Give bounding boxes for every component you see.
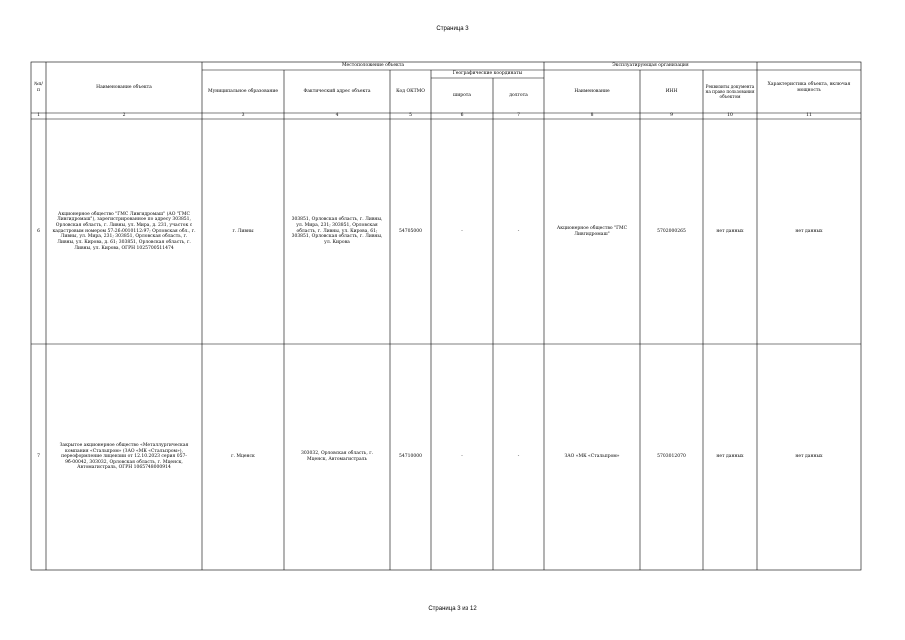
col-number: 10 [727, 113, 733, 119]
col-number: 4 [335, 113, 339, 119]
header-operator-group: Эксплуатирующая организация [612, 63, 689, 69]
col-number: 8 [590, 113, 594, 119]
col-number: 6 [460, 113, 464, 119]
row-name: Акционерное общество "ГМС Ливгидромаш" (АО "ГМС Ливгидромаш"), зарегистрированное по адресу 303851, Орловская область, г. Ливны, ул. Мира, д. 231, участок с кадастровым номером 57:26:0010112:97; Орловская обл., г. Ливны, ул. Мира, 231; 303851, Орловская область, г. Ливны, ул. Кирова, д. 61; 303851, Орловская область, г. Ливны, ул. Кирова, ОГРН 1025700511474 [52, 211, 196, 251]
col-number: 11 [806, 113, 812, 119]
row-lat: - [461, 454, 463, 460]
row-inn: 5702000265 [657, 228, 686, 234]
header-characteristics: Характеристика объекта, включая мощность [767, 81, 851, 93]
header-num: №п/п [34, 81, 43, 93]
row-lat: - [461, 228, 463, 234]
row-characteristics: нет данных [795, 454, 823, 460]
col-number: 7 [517, 113, 520, 119]
row-op-name: Акционерное общество "ГМС Ливгидромаш" [556, 225, 628, 237]
col-number: 9 [670, 113, 673, 119]
row-num: 6 [37, 228, 40, 234]
row-characteristics: нет данных [795, 228, 823, 234]
header-address: Фактический адрес объекта [303, 88, 371, 94]
row-name: Закрытое акционерное общество «Металлургическая компания «Стальпром» (ЗАО «МК «Стальпром»), переоформление лицензии от 12.10.2023 серия 057-9б-00042, 303032, Орловская область, г. Мценск, Автомагистраль, ОГРН 1065748000914 [59, 442, 189, 471]
row-municipality: г. Мценск [231, 454, 255, 460]
row-lon: - [517, 228, 520, 234]
header-geo-group: Географические координаты [452, 71, 523, 77]
header-docs: Реквизиты документа на право пользования объектом [705, 83, 755, 100]
row-address: 303032, Орловская область, г. Мценск, Автомагистраль [300, 451, 374, 462]
row-docs: нет данных [716, 454, 744, 460]
col-number: 5 [409, 113, 412, 119]
header-op-name: Наименование [574, 88, 610, 94]
header-inn: ИНН [665, 88, 678, 94]
header-location-group: Местоположение объекта [341, 63, 405, 69]
row-op-name: ЗАО «МК «Стальпром» [564, 454, 620, 460]
header-lon: долгота [509, 92, 528, 98]
col-number: 1 [37, 113, 40, 119]
header-oktmo: Код ОКТМО [396, 88, 425, 94]
header-lat: широта [453, 92, 471, 98]
row-docs: нет данных [716, 228, 744, 234]
header-municipality: Муниципальное образование [208, 88, 278, 94]
row-inn: 5703012070 [657, 454, 686, 460]
header-name: Наименование объекта [96, 84, 152, 90]
page-footer: Страница 3 из 12 [428, 606, 477, 612]
row-oktmo: 54705000 [399, 228, 422, 234]
page-header: Страница 3 [436, 26, 469, 32]
row-municipality: г. Ливны [232, 228, 254, 234]
row-num: 7 [37, 454, 40, 460]
row-oktmo: 54710000 [399, 454, 422, 460]
row-lon: - [517, 454, 520, 460]
col-number: 2 [122, 113, 126, 119]
row-address: 303851, Орловская область, г. Ливны, ул. Мира, 231; 303851, Орловская область, г. Ливны, ул. Кирова, 61; 303851, Орловская область, г. Ливны, ул. Кирова [291, 217, 383, 245]
col-number: 3 [241, 113, 245, 119]
